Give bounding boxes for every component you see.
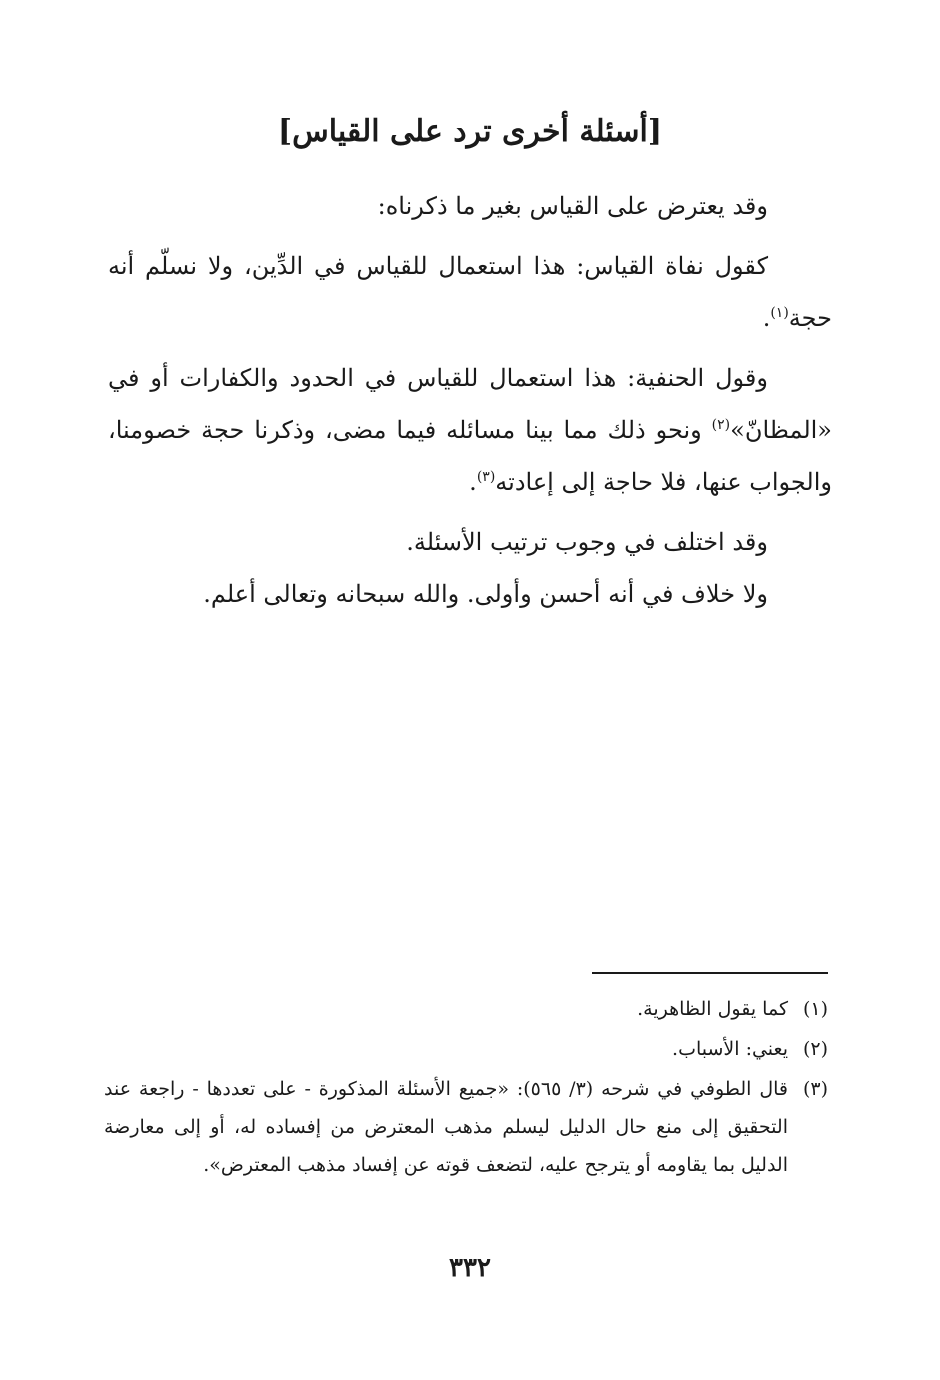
paragraph xyxy=(108,568,832,620)
footnote-text: كما يقول الظاهرية. xyxy=(637,998,788,1020)
paragraph xyxy=(108,180,832,232)
main-text xyxy=(108,180,832,628)
page-number: ٣٣٢ xyxy=(449,1253,491,1283)
paragraph-text: وقد يعترض على القياس بغير ما ذكرناه: xyxy=(377,192,768,220)
footnote-number: (٣) xyxy=(802,1078,828,1100)
section-heading: [أسئلة أخرى ترد على القياس] xyxy=(277,114,663,149)
footnote-ref[interactable]: (٣) xyxy=(476,469,496,485)
paragraph-text: ولا خلاف في أنه أحسن وأولى. والله سبحانه وتعالى أعلم. xyxy=(203,580,768,608)
paragraph-text: وقد اختلف في وجوب ترتيب الأسئلة. xyxy=(406,528,768,556)
paragraph-end: . xyxy=(762,304,771,332)
footnote-item xyxy=(104,1070,828,1184)
footnote-ref[interactable]: (٢) xyxy=(711,417,731,433)
footnote-number: (٢) xyxy=(802,1038,828,1060)
paragraph xyxy=(108,516,832,568)
footnotes xyxy=(104,990,828,1186)
footnote-divider xyxy=(592,972,828,974)
paragraph-text: وقول الحنفية: هذا استعمال للقياس في الحدود والكفارات أو في «المظانّ» xyxy=(108,364,832,444)
footnote-text: يعني: الأسباب. xyxy=(672,1038,788,1060)
paragraph-end: . xyxy=(469,468,477,496)
footnote-item xyxy=(104,990,828,1028)
paragraph-text: كقول نفاة القياس: هذا استعمال للقياس في الدِّين، ولا نسلّم أنه حجة xyxy=(108,252,832,332)
footnote-number: (١) xyxy=(802,998,828,1020)
footnote-ref[interactable]: (١) xyxy=(770,305,789,321)
paragraph-text-continued: ونحو ذلك مما بينا مسائله فيما مضى، وذكرنا حجة خصومنا، والجواب عنها، فلا حاجة إلى إعادته xyxy=(108,416,832,496)
paragraph xyxy=(108,352,832,508)
paragraph xyxy=(108,240,832,344)
footnote-text: قال الطوفي في شرحه (٣/ ٥٦٥): «جميع الأسئلة المذكورة - على تعددها - راجعة عند التحقيق إلى منع حال الدليل ليسلم مذهب المعترض من إفساده له، أو إلى معارضة الدليل بما يقاومه أو يترجح عليه، لتضعف قوته عن إفساد مذهب المعترض». xyxy=(104,1078,788,1176)
footnote-item xyxy=(104,1030,828,1068)
